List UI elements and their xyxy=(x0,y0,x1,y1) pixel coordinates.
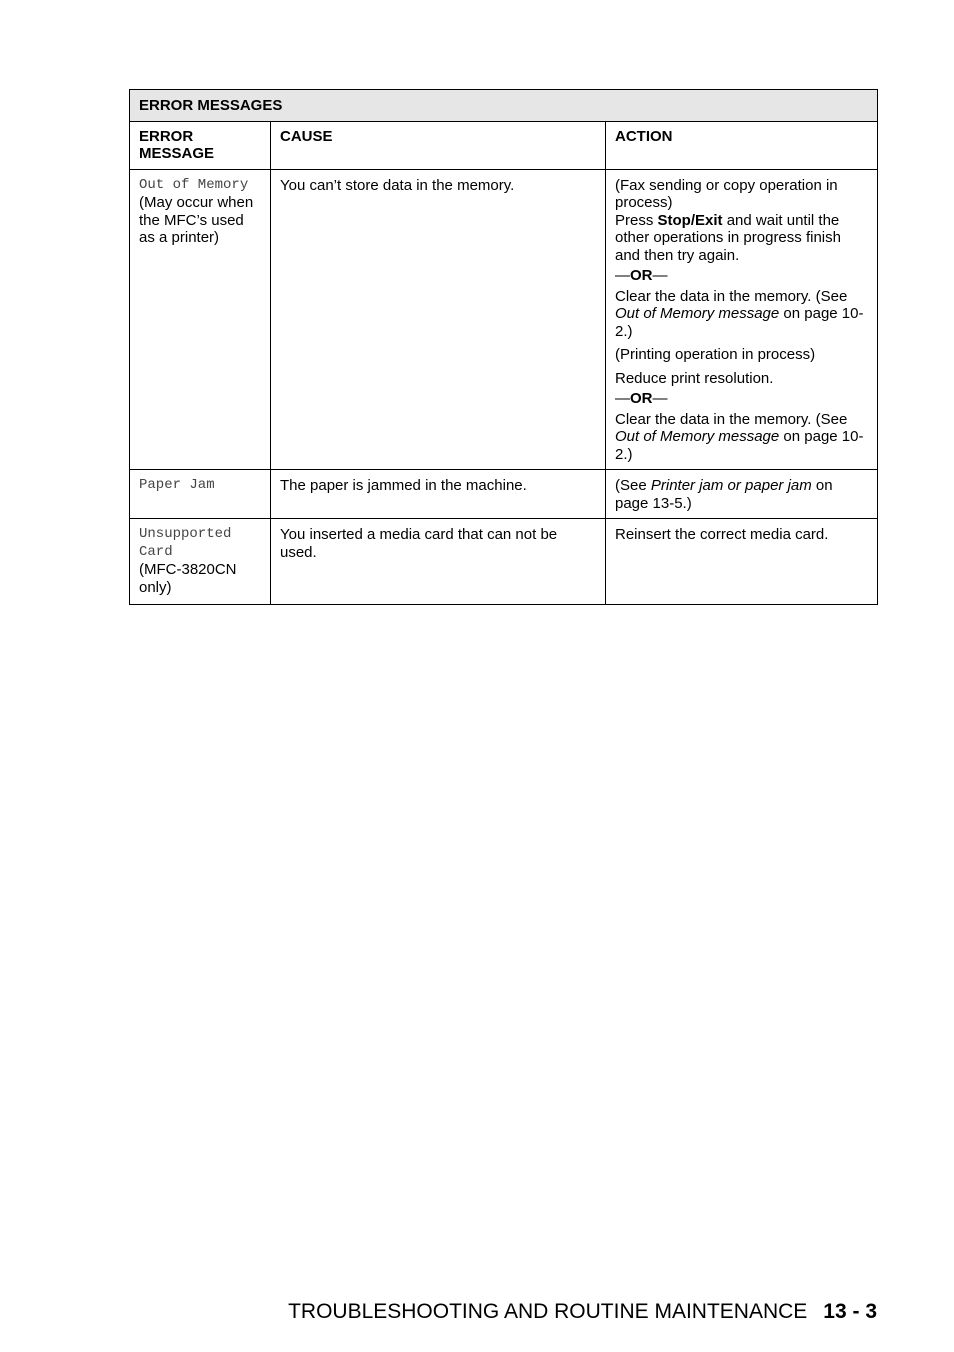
page-footer xyxy=(288,1300,877,1324)
table-header-row xyxy=(130,121,878,169)
reference-printer-jam: Printer jam or paper jam xyxy=(650,477,812,494)
error-message-cell xyxy=(130,169,271,470)
action-cell: (See Printer jam or paper jam on page 13-5.) xyxy=(606,470,878,519)
table-title: ERROR MESSAGES xyxy=(130,90,878,122)
or-separator: —OR— xyxy=(615,390,668,407)
error-message-cell xyxy=(130,519,271,605)
action-cell xyxy=(606,169,878,470)
stop-exit-key-label: Stop/Exit xyxy=(657,211,723,229)
header-error-message: ERROR MESSAGE xyxy=(130,121,271,169)
header-cause: CAUSE xyxy=(271,121,606,169)
error-message-code: Unsupported Card xyxy=(139,526,232,560)
action-context-fax: (Fax sending or copy operation in process) xyxy=(615,176,838,211)
action-context-print: (Printing operation in process) xyxy=(615,346,816,363)
cause-cell: You inserted a media card that can not be used. xyxy=(271,519,606,605)
or-separator: —OR— xyxy=(615,267,668,284)
error-message-note: (May occur when the MFC’s used as a printer) xyxy=(139,194,254,246)
error-message-code: Paper Jam xyxy=(139,477,215,493)
action-clear-memory: Clear the data in the memory. (See Out of Memory message on page 10-2.) xyxy=(615,410,864,463)
error-message-cell xyxy=(130,470,271,519)
reference-out-of-memory: Out of Memory message xyxy=(615,428,780,445)
error-message-code: Out of Memory xyxy=(139,176,249,193)
error-message-note: (MFC-3820CN only) xyxy=(139,561,237,596)
table-row xyxy=(130,519,878,605)
action-reduce-resolution: Reduce print resolution. xyxy=(615,369,774,387)
table-row xyxy=(130,470,878,519)
action-clear-memory: Clear the data in the memory. (See Out of Memory message on page 10-2.) xyxy=(615,287,864,340)
table-row xyxy=(130,169,878,470)
footer-page-number: 13 - 3 xyxy=(823,1300,877,1323)
table-title-row xyxy=(130,90,878,122)
footer-section-title: TROUBLESHOOTING AND ROUTINE MAINTENANCE xyxy=(288,1300,808,1323)
action-cell: Reinsert the correct media card. xyxy=(606,519,878,605)
cause-cell: The paper is jammed in the machine. xyxy=(271,470,606,519)
error-messages-table xyxy=(129,89,878,605)
action-press-stop: Press Stop/Exit and wait until the other operations in progress finish and then try again. xyxy=(615,211,841,264)
reference-out-of-memory: Out of Memory message xyxy=(615,305,780,322)
cause-cell: You can’t store data in the memory. xyxy=(271,169,606,470)
header-action: ACTION xyxy=(606,121,878,169)
